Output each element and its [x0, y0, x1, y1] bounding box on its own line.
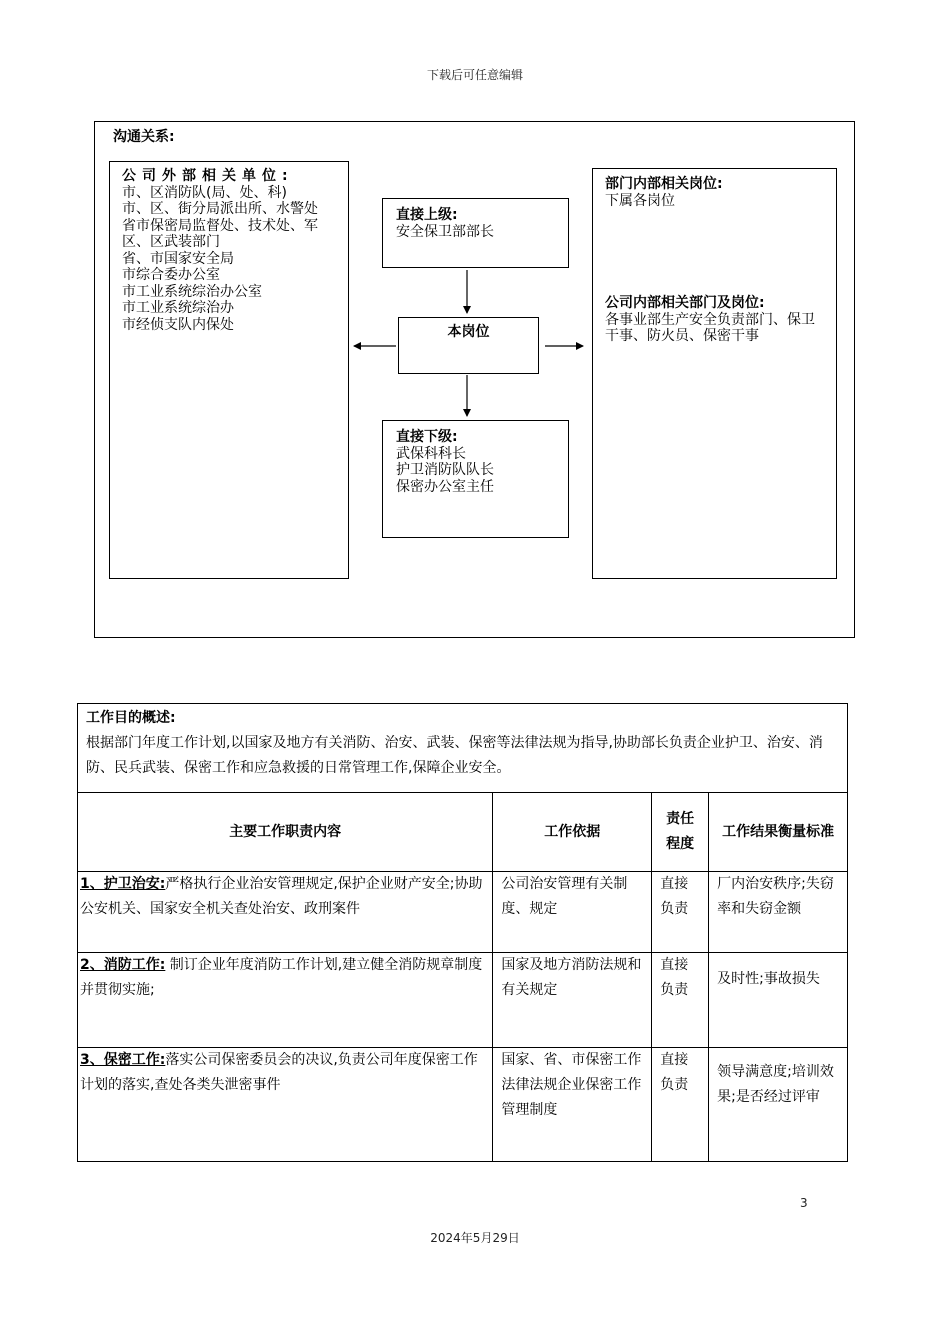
subordinate-item: 护卫消防队队长: [396, 462, 494, 478]
external-unit-item: 市工业系统综治办: [122, 300, 234, 316]
page-header-note: 下载后可任意编辑: [426, 68, 523, 82]
external-unit-item: 市综合委办公室: [122, 267, 220, 283]
duty-basis: 国家、省、市保密工作法律法规企业保密工作管理制度: [493, 1048, 652, 1162]
summary-cell: [78, 704, 848, 793]
duty-responsibility: 直接负责: [652, 872, 709, 953]
table-row: [78, 953, 848, 1048]
external-unit-item: 市、区消防队(局、处、科): [122, 184, 287, 201]
header-standard: 工作结果衡量标准: [709, 793, 848, 872]
summary-row: [78, 704, 848, 793]
communication-title: 沟通关系:: [113, 129, 175, 145]
external-unit-item: 省、市国家安全局: [122, 250, 234, 267]
duty-standard: 领导满意度;培训效果;是否经过评审: [709, 1048, 848, 1162]
duty-content: 严格执行企业治安管理规定,保护企业财产安全;协助公安机关、国家安全机关查处治安、政刑案件: [80, 876, 483, 917]
duty-responsibility: 直接负责: [652, 1048, 709, 1162]
table-row: [78, 872, 848, 953]
duty-title: 3、保密工作:: [80, 1052, 166, 1068]
page-number: 3: [800, 1196, 808, 1210]
direct-superior-title: 直接上级:: [396, 207, 458, 223]
external-unit-item: 市、区、街分局派出所、水警处: [122, 201, 318, 217]
duty-content-cell: [78, 1048, 493, 1162]
duty-responsibility: 直接负责: [652, 953, 709, 1048]
table-header-row: [78, 793, 848, 872]
duty-content-cell: [78, 872, 493, 953]
header-responsibility: 责任程度: [652, 793, 709, 872]
external-unit-item: 市工业系统综治办公室: [122, 283, 262, 300]
internal-dept-title: 部门内部相关岗位:: [605, 176, 723, 192]
external-unit-item: 市经侦支队内保处: [122, 316, 234, 333]
header-basis: 工作依据: [493, 793, 652, 872]
subordinate-item: 保密办公室主任: [396, 478, 494, 495]
table-row: [78, 1048, 848, 1162]
footer-date: 2024年5月29日: [430, 1231, 520, 1245]
internal-company-title: 公司内部相关部门及岗位:: [605, 295, 765, 311]
external-unit-item: 省市保密局监督处、技术处、军区、区武装部门: [122, 217, 318, 250]
summary-title: 工作目的概述:: [86, 710, 176, 726]
duty-content: 落实公司保密委员会的决议,负责公司年度保密工作计划的落实,查处各类失泄密事件: [80, 1052, 478, 1093]
duty-basis: 公司治安管理有关制度、规定: [493, 872, 652, 953]
subordinate-item: 武保科科长: [396, 445, 466, 462]
this-position-title: 本岗位: [447, 324, 490, 340]
direct-subordinates-title: 直接下级:: [396, 429, 458, 445]
internal-company-text: 各事业部生产安全负责部门、保卫干事、防火员、保密干事: [605, 311, 815, 344]
header-content: 主要工作职责内容: [78, 793, 493, 872]
duty-standard: 及时性;事故损失: [709, 953, 848, 1048]
duty-title: 1、护卫治安:: [80, 876, 166, 892]
duty-title: 2、消防工作:: [80, 957, 166, 973]
summary-text: 根据部门年度工作计划,以国家及地方有关消防、治安、武装、保密等法律法规为指导,协助部长负责企业护卫、治安、消防、民兵武装、保密工作和应急救援的日常管理工作,保障企业安全。: [86, 735, 823, 776]
internal-dept-text: 下属各岗位: [605, 192, 675, 209]
direct-superior-text: 安全保卫部部长: [396, 223, 494, 240]
duty-content: 制订企业年度消防工作计划,建立健全消防规章制度并贯彻实施;: [80, 957, 483, 998]
external-units-title: 公司外部相关单位:: [122, 168, 294, 184]
duty-basis: 国家及地方消防法规和有关规定: [493, 953, 652, 1048]
duty-standard: 厂内治安秩序;失窃率和失窃金额: [709, 872, 848, 953]
job-responsibilities-table: [77, 703, 848, 1162]
duty-content-cell: [78, 953, 493, 1048]
